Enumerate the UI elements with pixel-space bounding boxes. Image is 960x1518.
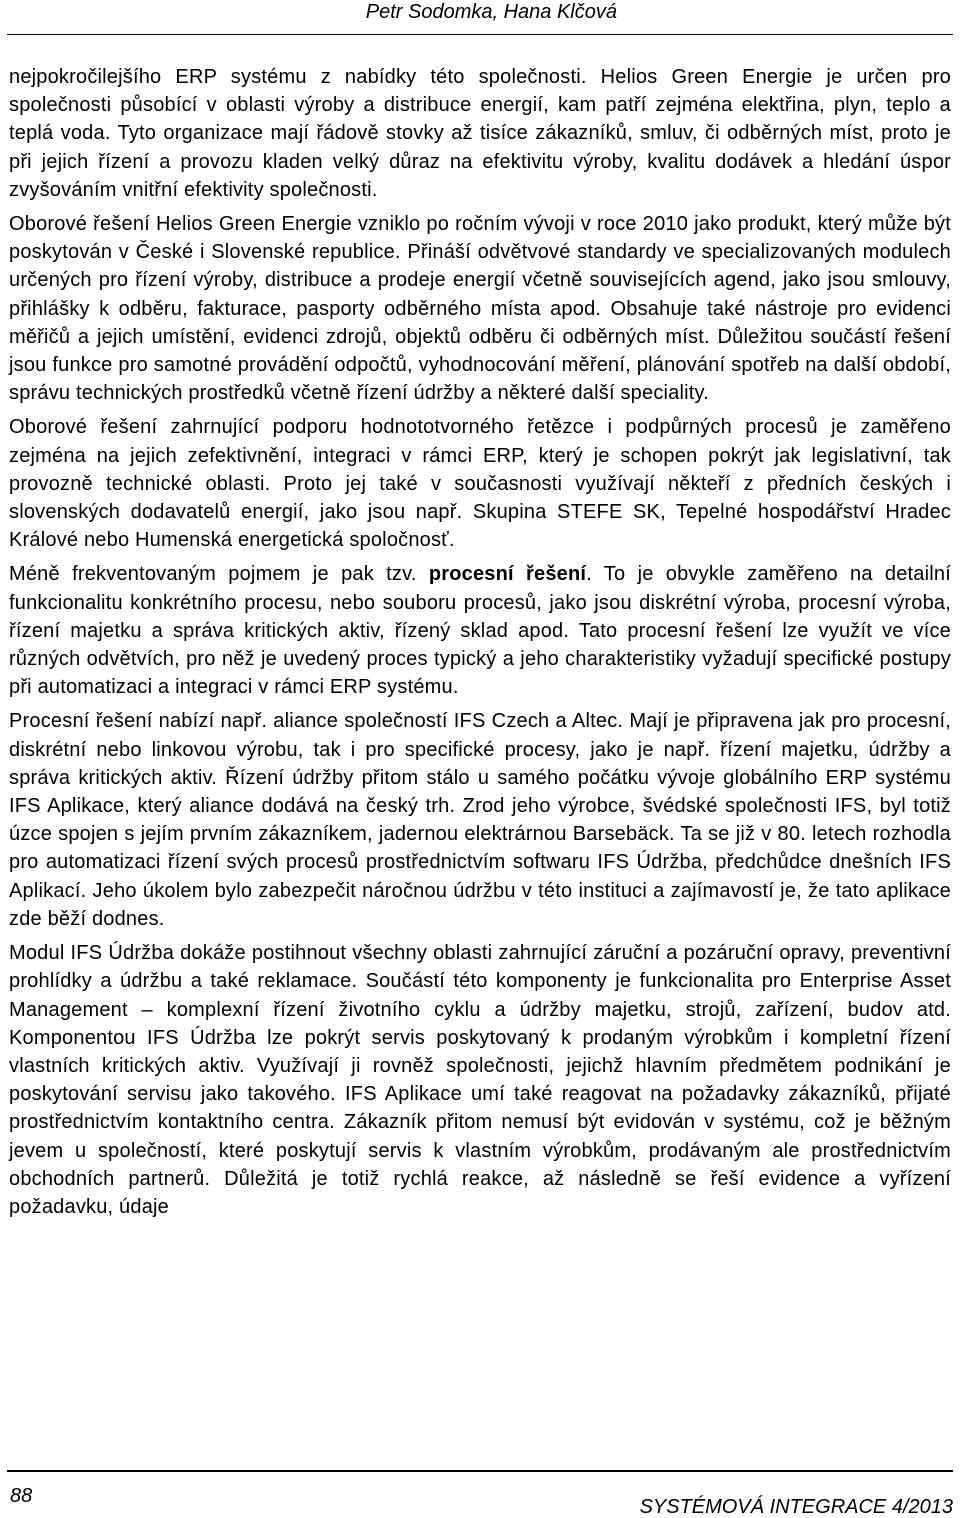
- article-body: [9, 63, 951, 1227]
- paragraph-4-lead: Méně frekventovaným pojmem je pak tzv.: [9, 563, 429, 586]
- paragraph-4-rest: . To je obvykle zaměřeno na detailní funkcionalitu konkrétního procesu, nebo souboru procesů, jako jsou diskrétní výroba, procesní výroba, řízení majetku a správa kritických aktiv, řízený sklad apod. Tato procesní řešení lze využít ve více různých odvětvích, pro něž je uvedený proces typický a jeho charakteristiky vyžadují specifické postupy při automatizaci a integraci v rámci ERP systému.: [9, 563, 951, 699]
- paragraph-4: [9, 560, 951, 701]
- paragraph-6: Modul IFS Údržba dokáže postihnout všechny oblasti zahrnující záruční a pozáruční opravy, preventivní prohlídky a údržbu a také reklamace. Součástí této komponenty je funkcionalita pro Enterprise Asset Management – komplexní řízení životního cyklu a údržby majetku, strojů, zařízení, budov atd. Komponentou IFS Údržba lze pokrýt servis poskytovaný k prodaným výrobkům i kompletní řízení vlastních kritických aktiv. Využívají ji rovněž společnosti, jejichž hlavním předmětem podnikání je poskytování servisu jako takového. IFS Aplikace umí také reagovat na požadavky zákazníků, přijaté prostřednictvím kontaktního centra. Zákazník přitom nemusí být evidován v systému, což je běžným jevem u společností, které poskytují servis k vlastním výrobkům, prodávaným ale prostřednictvím obchodních partnerů. Důležitá je totiž rychlá reakce, až následně se řeší evidence a vyřízení požadavku, údaje: [9, 942, 951, 1218]
- journal-name: SYSTÉMOVÁ INTEGRACE 4/2013: [639, 1496, 953, 1518]
- running-header-authors: Petr Sodomka, Hana Klčová: [365, 1, 617, 23]
- header-divider: [7, 34, 953, 35]
- paragraph-5: Procesní řešení nabízí např. aliance společností IFS Czech a Altec. Mají je připravena jak pro procesní, diskrétní nebo linkovou výrobu, tak i pro specifické procesy, jako je např. řízení majetku, údržby a správa kritických aktiv. Řízení údržby přitom stálo u samého počátku vývoje globálního ERP systému IFS Aplikace, který aliance dodává na český trh. Zrod jeho výrobce, švédské společnosti IFS, byl totiž úzce spojen s jejím prvním zákazníkem, jadernou elektrárnou Barsebäck. Ta se již v 80. letech rozhodla pro automatizaci řízení svých procesů prostřednictvím softwaru IFS Údržba, předchůdce dnešních IFS Aplikací. Jeho úkolem bylo zabezpečit náročnou údržbu v této instituci a zajímavostí je, že tato aplikace zde běží dodnes.: [9, 710, 951, 930]
- page-number: 88: [10, 1485, 33, 1507]
- paragraph-3: Oborové řešení zahrnující podporu hodnototvorného řetězce i podpůrných procesů je zaměřeno zejména na jejich zefektivnění, integraci v rámci ERP, který je schopen pokrýt jak legislativní, tak provozně technické oblasti. Proto jej také v současnosti využívají někteří z předních českých i slovenských dodavatelů energií, jako jsou např. Skupina STEFE SK, Tepelné hospodářství Hradec Králové nebo Humenská energetická spoločnosť.: [9, 416, 951, 552]
- paragraph-1: nejpokročilejšího ERP systému z nabídky této společnosti. Helios Green Energie je určen pro společnosti působící v oblasti výroby a distribuce energií, kam patří zejména elektřina, plyn, teplo a teplá voda. Tyto organizace mají řádově stovky až tisíce zákazníků, smluv, či odběrných míst, proto je při jejich řízení a provozu kladen velký důraz na efektivitu výroby, kvalitu dodávek a hledání úspor zvyšováním vnitřní efektivity společnosti.: [9, 66, 951, 201]
- paragraph-2: Oborové řešení Helios Green Energie vzniklo po ročním vývoji v roce 2010 jako produkt, který může být poskytován v České i Slovenské republice. Přináší odvětvové standardy ve specializovaných modulech určených pro řízení výroby, distribuce a prodeje energií včetně souvisejících agend, jako jsou smlouvy, přihlášky k odběru, fakturace, pasporty odběrného místa apod. Obsahuje také nástroje pro evidenci měřičů a jejich umístění, evidenci zdrojů, objektů odběru či odběrných míst. Důležitou součástí řešení jsou funkce pro samotné provádění odpočtů, vyhodnocování měření, plánování spotřeb na další období, správu technických prostředků včetně řízení údržby a některé další speciality.: [9, 213, 951, 405]
- term-procesni-reseni: procesní řešení: [428, 563, 587, 586]
- footer-divider: [7, 1470, 953, 1472]
